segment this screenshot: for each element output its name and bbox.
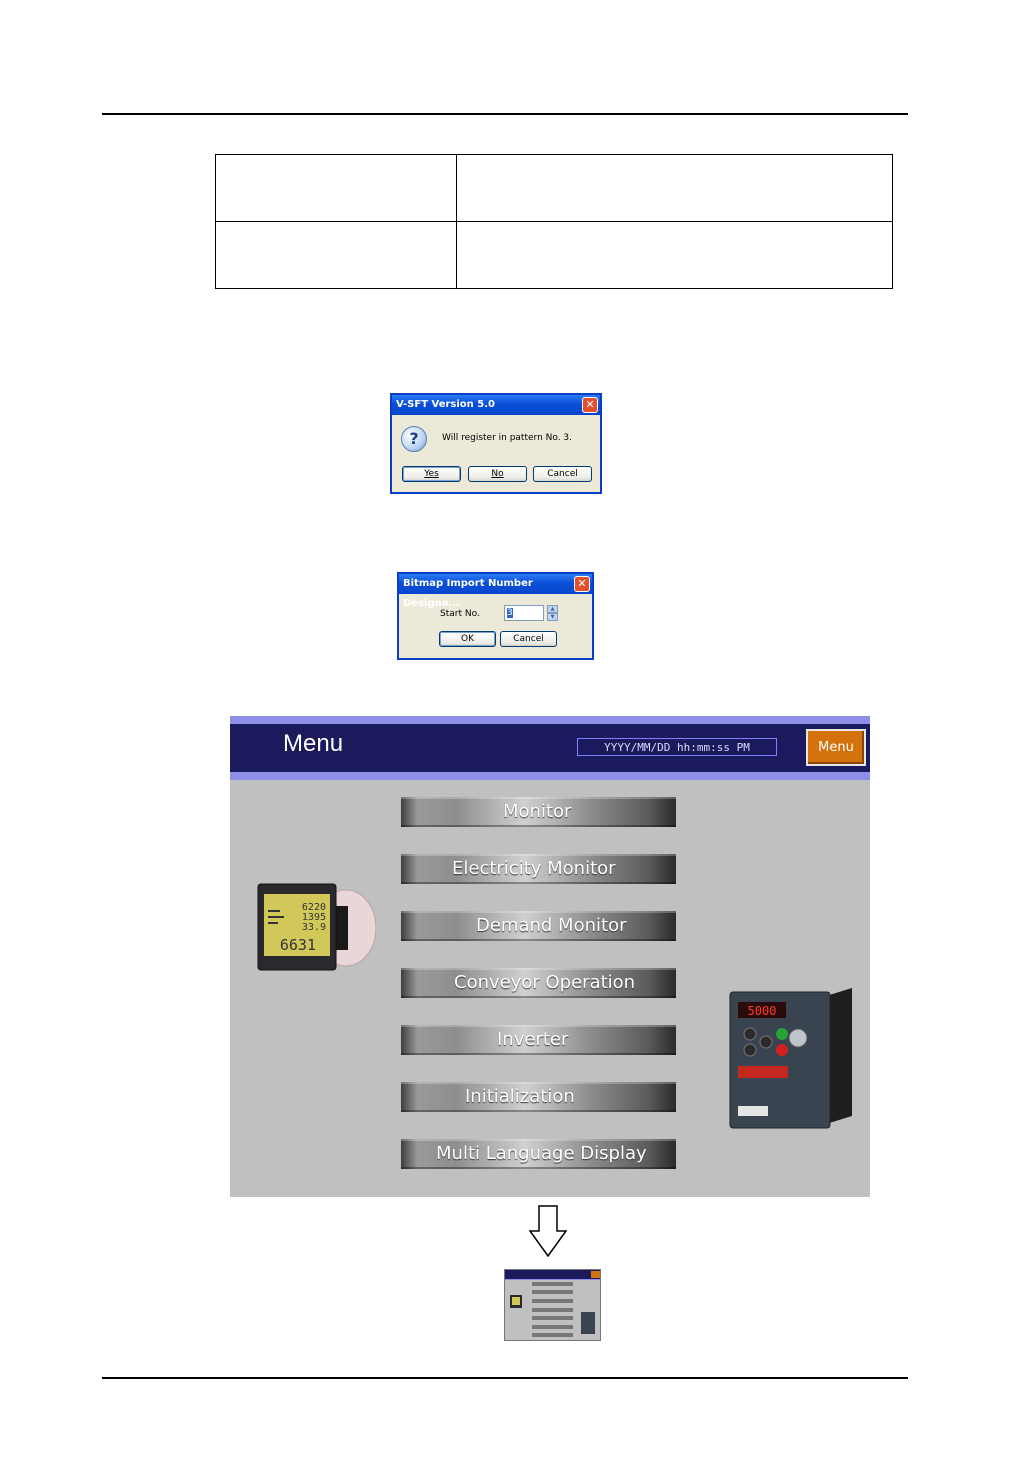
confirm-dialog bbox=[390, 393, 602, 494]
dialog-title: Bitmap Import Number Designa... bbox=[403, 578, 533, 609]
dialog-message: Will register in pattern No. 3. bbox=[442, 433, 573, 443]
menu-item-label: Conveyor Operation bbox=[454, 972, 636, 993]
yes-button[interactable] bbox=[402, 466, 461, 482]
close-icon[interactable]: ✕ bbox=[574, 576, 590, 592]
menu-initialization-button[interactable] bbox=[401, 1082, 676, 1112]
cancel-button-label: Cancel bbox=[513, 634, 544, 644]
cancel-button[interactable] bbox=[533, 466, 592, 482]
menu-thumbnail-image bbox=[504, 1269, 601, 1341]
hmi-title: Menu bbox=[283, 730, 344, 757]
menu-item-label: Multi Language Display bbox=[436, 1143, 647, 1164]
bitmap-import-dialog bbox=[397, 572, 594, 660]
menu-item-label: Electricity Monitor bbox=[452, 858, 616, 879]
menu-item-label: Inverter bbox=[497, 1029, 569, 1050]
meter-reading: 1395 bbox=[301, 912, 326, 923]
menu-item-label: Demand Monitor bbox=[476, 915, 627, 936]
table-cell bbox=[216, 155, 457, 222]
close-icon[interactable]: ✕ bbox=[582, 397, 598, 413]
table-cell bbox=[216, 222, 457, 289]
menu-item-label: Initialization bbox=[465, 1086, 575, 1107]
no-button-label: No bbox=[491, 469, 504, 479]
table-row bbox=[216, 155, 893, 222]
spin-up-button[interactable]: ▲ bbox=[547, 605, 558, 613]
hmi-menu-screen bbox=[230, 716, 870, 1197]
menu-conveyor-operation-button[interactable] bbox=[401, 968, 676, 998]
yes-button-label: Yes bbox=[424, 469, 439, 479]
header-rule bbox=[102, 113, 908, 115]
menu-monitor-button[interactable] bbox=[401, 797, 676, 827]
dialog-titlebar bbox=[392, 395, 600, 415]
menu-electricity-monitor-button[interactable] bbox=[401, 854, 676, 884]
info-table bbox=[215, 154, 893, 289]
menu-inverter-button[interactable] bbox=[401, 1025, 676, 1055]
menu-item-label: Monitor bbox=[503, 801, 572, 822]
inverter-image bbox=[726, 986, 854, 1131]
menu-multi-language-display-button[interactable] bbox=[401, 1139, 676, 1169]
meter-reading: 6631 bbox=[279, 936, 316, 954]
ok-button-label: OK bbox=[461, 634, 474, 644]
ok-button[interactable] bbox=[439, 631, 496, 647]
hmi-menu-button[interactable]: Menu bbox=[806, 729, 866, 766]
start-no-input[interactable] bbox=[504, 605, 544, 621]
table-row bbox=[216, 222, 893, 289]
menu-demand-monitor-button[interactable] bbox=[401, 911, 676, 941]
spin-down-button[interactable]: ▼ bbox=[547, 613, 558, 621]
dialog-titlebar bbox=[399, 574, 592, 609]
down-arrow-icon bbox=[529, 1205, 567, 1257]
table-cell bbox=[457, 222, 893, 289]
meter-reading: 33.9 bbox=[301, 922, 326, 933]
start-no-value: 3 bbox=[507, 608, 513, 618]
meter-reading: 6220 bbox=[301, 902, 326, 913]
no-button[interactable] bbox=[468, 466, 527, 482]
dialog-title: V-SFT Version 5.0 bbox=[396, 399, 495, 410]
footer-rule bbox=[102, 1377, 908, 1379]
start-no-label: Start No. bbox=[440, 609, 480, 619]
hmi-header-bar bbox=[230, 716, 870, 780]
cancel-button[interactable] bbox=[500, 631, 557, 647]
hmi-clock: YYYY/MM/DD hh:mm:ss PM bbox=[577, 738, 777, 756]
table-cell bbox=[457, 155, 893, 222]
question-icon: ? bbox=[401, 426, 427, 452]
inverter-readout: 5000 bbox=[747, 1004, 777, 1018]
power-meter-image bbox=[256, 880, 376, 976]
cancel-button-label: Cancel bbox=[547, 469, 578, 479]
